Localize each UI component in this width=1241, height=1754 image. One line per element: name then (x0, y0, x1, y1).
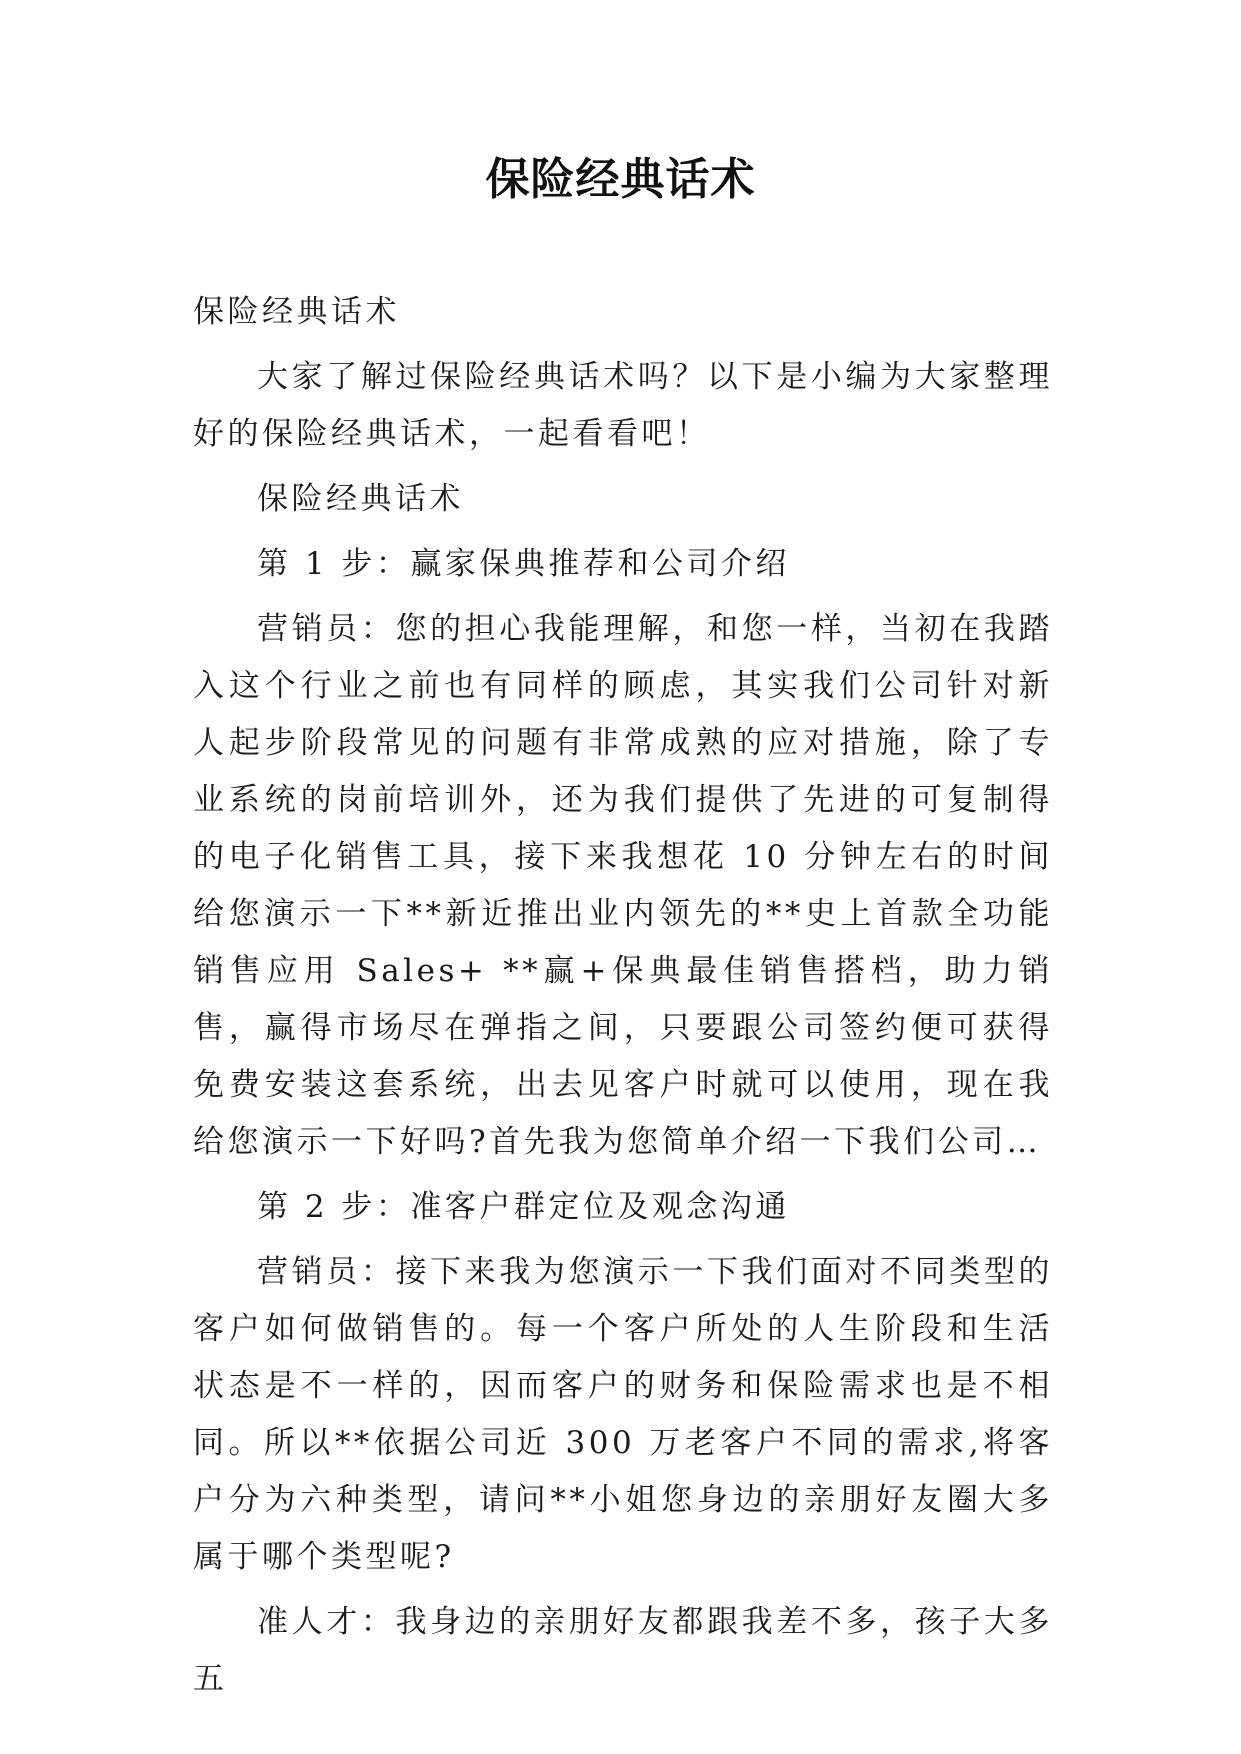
document-body (193, 284, 1053, 1716)
intro-paragraph: 大家了解过保险经典话术吗？以下是小编为大家整理好的保险经典话术，一起看看吧！ (193, 359, 1053, 452)
candidate-reply-paragraph: 准人才：我身边的亲朋好友都跟我差不多，孩子大多五 (193, 1604, 1053, 1697)
section-heading: 保险经典话术 (257, 481, 464, 517)
page-title: 保险经典话术 (485, 154, 756, 205)
step-2-heading: 第 2 步：准客户群定位及观念沟通 (257, 1189, 790, 1225)
step-1-heading: 第 1 步：赢家保典推荐和公司介绍 (257, 546, 790, 582)
step-1-dialogue-paragraph: 营销员：您的担心我能理解，和您一样，当初在我踏入这个行业之前也有同样的顾虑，其实我们公司针对新人起步阶段常见的问题有非常成熟的应对措施，除了专业系统的岗前培训外，还为我们提供了先进的可复制得的电子化销售工具，接下来我想花 10 分钟左右的时间给您演示一下**新近推出业内领先的**史上首款全功能销售应用 Sales+ **赢+保典最佳销售搭档，助力销售，赢得市场尽在弹指之间，只要跟公司签约便可获得免费安装这套系统，出去见客户时就可以使用，现在我给您演示一下好吗?首先我为您简单介绍一下我们公司… (193, 611, 1053, 1160)
step-2-dialogue-paragraph: 营销员：接下来我为您演示一下我们面对不同类型的客户如何做销售的。每一个客户所处的人生阶段和生活状态是不一样的，因而客户的财务和保险需求也是不相同。所以**依据公司近 300 万老客户不同的需求,将客户分为六种类型，请问**小姐您身边的亲朋好友圈大多属于哪个类型呢? (193, 1254, 1053, 1575)
subtitle-paragraph: 保险经典话术 (193, 294, 400, 330)
